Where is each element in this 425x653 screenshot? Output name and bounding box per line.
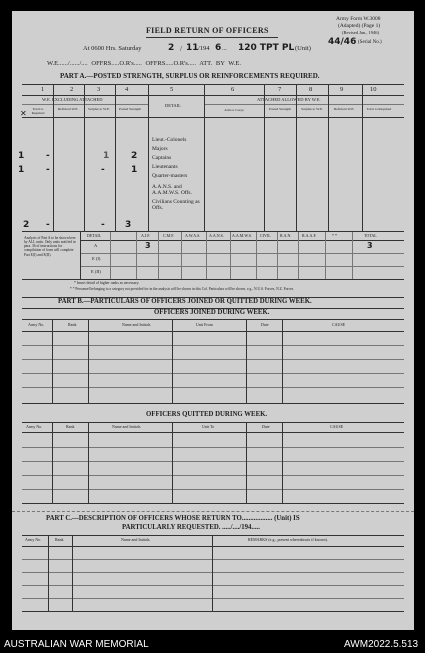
quitted-title: OFFICERS QUITTED DURING WEEK.: [146, 411, 268, 418]
analysis-vline: [256, 232, 257, 279]
analysis-aif-value: 3: [145, 241, 151, 250]
analysis-bottom-rule: [22, 279, 404, 280]
part-c-vline: [48, 535, 49, 611]
analysis-hdr-aif: A.I.F.: [141, 233, 151, 238]
part-c-header-bottom: [22, 546, 404, 547]
date-day: 2: [168, 43, 175, 53]
joined-row-rule: [22, 387, 404, 388]
date-year-prefix: /194: [198, 45, 210, 52]
joined-hdr-cause: CAUSE: [332, 322, 346, 327]
subhdr-surplus: Surplus to W.E.: [88, 107, 110, 111]
analysis-hdr-ran: R.A.N.: [280, 233, 292, 238]
analysis-row-e2: E (II): [91, 269, 101, 274]
col-num-9: 9: [340, 86, 344, 93]
joined-hdr-rank: Rank: [68, 322, 77, 327]
rank-lieut-colonels: Lieut.-Colonels: [152, 137, 187, 143]
subhdr-r-surplus: Surplus to W.E.: [301, 107, 323, 111]
hw-row2-col4: 1: [131, 165, 138, 175]
subhdr-arm-corps: Arm or Corps: [224, 108, 244, 112]
quitted-header-bottom: [22, 432, 404, 433]
quitted-hdr-unit-to: Unit To: [202, 424, 215, 429]
part-c-row-rule: [22, 598, 404, 599]
serial-label: (Serial No.): [358, 40, 382, 45]
part-c-hdr-rank: Rank: [55, 537, 64, 542]
analysis-vline: [80, 232, 81, 279]
joined-vline: [172, 319, 173, 403]
quitted-vline: [172, 422, 173, 503]
analysis-row-e1: E (I): [92, 256, 101, 261]
analysis-hdr-other: * *: [332, 233, 337, 238]
col-num-7: 7: [278, 86, 282, 93]
part-c-hdr-army-no: Army No.: [25, 537, 42, 542]
quitted-hdr-army-no: Army No.: [26, 424, 43, 429]
joined-row-rule: [22, 359, 404, 360]
analysis-total-value: 3: [367, 241, 373, 250]
form-title: FIELD RETURN OF OFFICERS: [146, 26, 269, 35]
detail-header: DETAIL: [165, 103, 181, 108]
joined-hdr-army-no: Army No.: [28, 322, 45, 327]
quitted-row-rule: [22, 475, 404, 476]
joined-header-top: [22, 319, 404, 320]
date-month: 11: [186, 43, 199, 53]
rank-aans: A.A.N.S. and A.A.M.W.S. Offs.: [152, 184, 192, 196]
part-c-vline: [72, 535, 73, 611]
form-ref-line1: Army Form W.3008: [336, 16, 381, 22]
rank-captains: Captains: [152, 155, 172, 161]
analysis-hdr-total: TOTAL: [364, 233, 377, 238]
quitted-vline: [246, 422, 247, 503]
attached-header: ATTACHED ALLOWED BY W.E.: [257, 97, 321, 102]
caption-bar: [0, 634, 425, 653]
analysis-hdr-cmf: C.M.F.: [163, 233, 175, 238]
joined-row-rule: [22, 345, 404, 346]
hw-row1-col4: 2: [131, 151, 138, 161]
part-a-vline: [115, 84, 116, 231]
subhdr-r-total: Total to Required: [366, 107, 392, 111]
attached-rule: [204, 104, 404, 105]
form-sheet: [12, 11, 414, 630]
joined-vline: [52, 319, 53, 403]
part-c-vline: [212, 535, 213, 611]
quitted-bottom-rule: [22, 503, 404, 504]
serial-number: 44/46: [328, 37, 357, 47]
analysis-vline: [136, 232, 137, 279]
hw-row2-col3: -: [101, 165, 105, 175]
analysis-vline: [158, 232, 159, 279]
joined-bottom-rule: [22, 403, 404, 404]
subhdr-r-deficient: Deficient W.E.: [333, 107, 355, 111]
part-a-title: PART A.—POSTED STRENGTH, SURPLUS OR REINFORCEMENTS REQUIRED.: [60, 72, 320, 80]
quitted-hdr-name: Name and Initials: [112, 424, 141, 429]
part-a-vline: [148, 84, 149, 231]
analysis-row-rule: [80, 266, 404, 267]
part-a-colnum-rule: [22, 95, 404, 96]
analysis-vline: [325, 232, 326, 279]
analysis-hdr-detail: DETAIL: [87, 233, 102, 238]
joined-header-bottom: [22, 331, 404, 332]
analysis-vline: [298, 232, 299, 279]
col-num-5: 5: [170, 86, 174, 93]
rank-majors: Majors: [152, 146, 168, 152]
analysis-hdr-civil: CIVIL: [260, 233, 271, 238]
analysis-header-rule: [80, 240, 404, 241]
joined-hdr-date: Date: [261, 322, 269, 327]
hw-row2-col2: -: [46, 165, 50, 175]
part-c-bottom-rule: [22, 611, 404, 612]
part-a-vline: [84, 84, 85, 231]
col-num-3: 3: [97, 86, 101, 93]
quitted-vline: [52, 422, 53, 503]
analysis-vline: [206, 232, 207, 279]
analysis-row-rule: [80, 253, 404, 254]
col-num-8: 8: [309, 86, 313, 93]
part-a-vline: [204, 84, 205, 231]
quitted-vline: [88, 422, 89, 503]
rank-lieutenants: Lieutenants: [152, 164, 178, 170]
joined-row-rule: [22, 373, 404, 374]
subhdr-total-required: Total to Required: [31, 107, 45, 115]
caption-source: AUSTRALIAN WAR MEMORIAL: [4, 639, 149, 650]
part-a-vline: [362, 84, 363, 231]
unit-label: (Unit): [295, 45, 311, 52]
quitted-row-rule: [22, 461, 404, 462]
we-excluding-rule: [22, 104, 148, 105]
hw-corner-mark: ✕: [20, 109, 27, 118]
we-excluding-header: W.E. EXCLUDING ATTACHED: [42, 97, 103, 102]
analysis-hdr-raaf: R.A.A.F.: [302, 233, 317, 238]
quitted-hdr-rank: Rank: [66, 424, 75, 429]
part-a-vline: [296, 84, 297, 231]
strength-line: W.E....../....../.... OFFRS.....O.R's..... OFFRS.....O.R's..... ATT. BY W.E.: [47, 60, 241, 67]
subhdr-posted: Posted Strength: [118, 107, 142, 111]
hw-total-col4: 3: [125, 220, 132, 230]
part-c-row-rule: [22, 585, 404, 586]
analysis-note: Analysis of Part A to be shown here by ALL units. Only units notified in para. 36 of instructions for compilation of form will complete Part E(I) and E(II).: [24, 236, 76, 257]
hw-row2-col1: 1: [18, 165, 25, 175]
analysis-vline: [181, 232, 182, 279]
part-c-header-top: [22, 535, 404, 536]
footnote-2: * * Personnel belonging to a category not provided for in the analysis will be shown in this Col. Particulars will be shown, e.g., N.U.S. Forces, N.Z. Forces.: [70, 287, 295, 291]
unit-name: 120 TPT PL: [238, 43, 295, 53]
analysis-vline: [277, 232, 278, 279]
date-year-digit: 6: [215, 43, 222, 53]
form-ref-line3: (Revised Jan., 1946): [342, 30, 379, 35]
part-b-title: PART B.—PARTICULARS OF OFFICERS JOINED OR QUITTED DURING WEEK.: [58, 298, 312, 305]
joined-hdr-name: Name and Initials: [122, 322, 151, 327]
joined-vline: [246, 319, 247, 403]
quitted-row-rule: [22, 447, 404, 448]
col-num-4: 4: [125, 86, 129, 93]
caption-accession: AWM2022.5.513: [344, 639, 419, 650]
part-c-row-rule: [22, 572, 404, 573]
perforation-rule: [12, 511, 414, 512]
part-a-vline: [264, 84, 265, 231]
part-a-vline: [328, 84, 329, 231]
hw-total-col3: -: [101, 220, 105, 230]
date-dots: ...: [222, 45, 227, 52]
analysis-hdr-aamws: A.A.M.W.S.: [232, 233, 252, 238]
col-num-10: 10: [370, 86, 377, 93]
part-c-title-line2: PARTICULARLY REQUESTED. ...../..../194.....: [122, 524, 260, 531]
rank-quarter-masters: Quarter-masters: [152, 173, 188, 179]
quitted-vline: [282, 422, 283, 503]
hw-row1-col3: 1: [103, 151, 110, 161]
joined-vline: [282, 319, 283, 403]
quitted-header-top: [22, 422, 404, 423]
hw-total-col1: 2: [23, 220, 30, 230]
col-num-1: 1: [41, 86, 45, 93]
part-c-hdr-remarks: REMARKS (e.g., present whereabouts if known).: [248, 537, 328, 542]
quitted-row-rule: [22, 489, 404, 490]
joined-title: OFFICERS JOINED DURING WEEK.: [154, 309, 270, 316]
joined-hdr-unit-from: Unit From: [196, 322, 213, 327]
analysis-hdr-aans: A.A.N.S.: [209, 233, 224, 238]
part-a-top-rule: [22, 84, 404, 85]
part-c-hdr-name: Name and Initials.: [121, 537, 151, 542]
hw-row1-col2: -: [46, 151, 50, 161]
part-a-vline: [53, 84, 54, 231]
analysis-vline: [110, 232, 111, 279]
footnote-1: * Insert detail of higher ranks as necessary.: [74, 281, 140, 285]
date-slash: /: [180, 45, 182, 53]
rank-civilians: Civilians Counting as Offs.: [152, 199, 200, 211]
analysis-vline: [230, 232, 231, 279]
subhdr-deficient: Deficient W.E.: [57, 107, 79, 111]
quitted-hdr-cause: CAUSE: [330, 424, 344, 429]
analysis-hdr-awas: A.W.A.S.: [185, 233, 201, 238]
joined-vline: [88, 319, 89, 403]
hw-row1-col1: 1: [18, 151, 25, 161]
quitted-hdr-date: Date: [262, 424, 270, 429]
analysis-vline: [352, 232, 353, 279]
analysis-row-a: A: [94, 243, 98, 248]
form-ref-line2: (Adapted) (Page 1): [338, 23, 381, 29]
part-a-body-rule: [22, 117, 404, 118]
title-underline: [146, 37, 278, 38]
part-c-title-line1: PART C.—DESCRIPTION OF OFFICERS WHOSE RETURN TO.................. (Unit) IS: [46, 515, 300, 522]
date-prefix: At 0600 Hrs. Saturday: [83, 45, 142, 52]
col-num-6: 6: [231, 86, 235, 93]
hw-total-col2: -: [46, 220, 50, 230]
part-c-row-rule: [22, 559, 404, 560]
col-num-2: 2: [70, 86, 74, 93]
subhdr-r-posted: Posted Strength: [268, 107, 292, 111]
